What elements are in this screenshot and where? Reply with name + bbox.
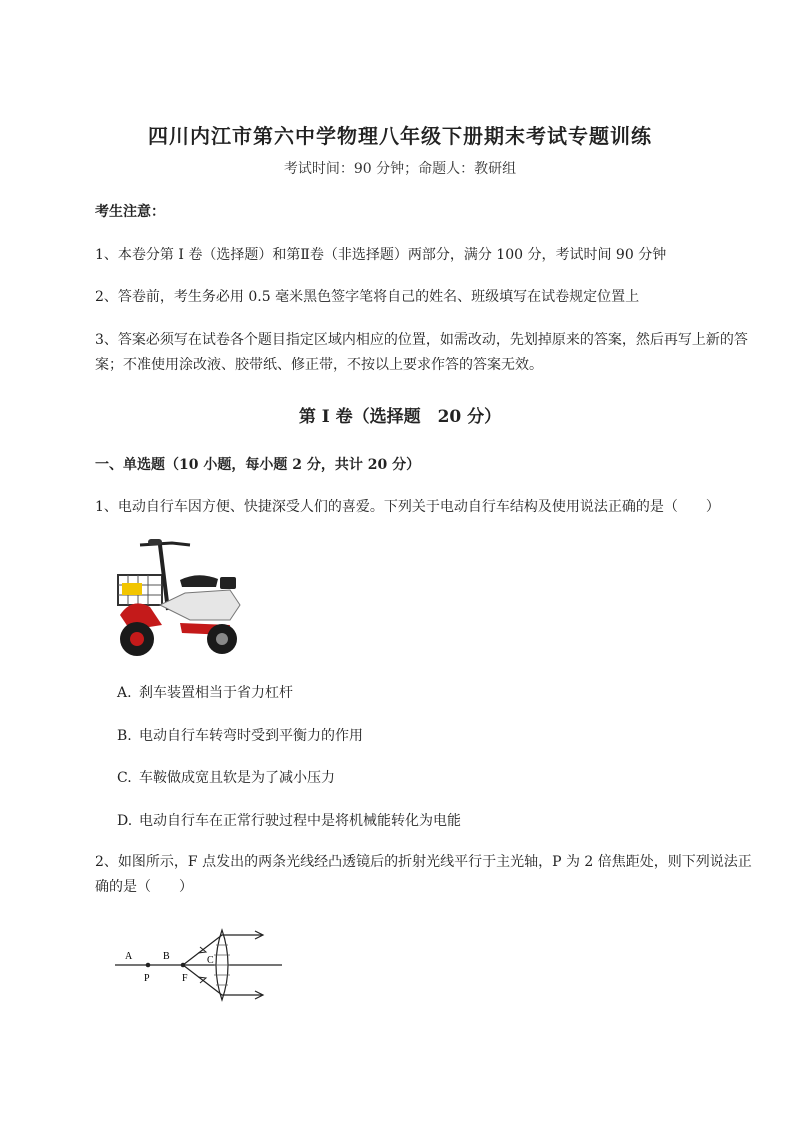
notice-item-2: 2、答卷前，考生务必用 0.5 毫米黑色签字笔将自己的姓名、班级填写在试卷规定位置上 xyxy=(95,289,640,305)
option-letter: C. xyxy=(117,770,132,786)
notice-heading: 考生注意： xyxy=(95,204,165,220)
option-text: 电动自行车在正常行驶过程中是将机械能转化为电能 xyxy=(139,813,461,829)
part-heading: 一、单选题（10 小题，每小题 2 分，共计 20 分） xyxy=(95,457,421,473)
notice-item-3: 3、答案必须写在试卷各个题目指定区域内相应的位置，如需改动，先划掉原来的答案，然后再写上新的答案；不准使用涂改液、胶带纸、修正带，不按以上要求作答的答案无效。 xyxy=(95,332,748,373)
label-f: F xyxy=(182,973,188,984)
ebike-image xyxy=(110,535,245,660)
label-p: P xyxy=(144,973,150,984)
question-2-stem: 2、如图所示，F 点发出的两条光线经凸透镜后的折射光线平行于主光轴，P 为 2 倍焦距处，则下列说法正确的是（ ） xyxy=(95,854,752,895)
section-title: 第 I 卷（选择题 20 分） xyxy=(298,407,502,427)
option-text: 刹车装置相当于省力杠杆 xyxy=(139,685,293,701)
lens-diagram xyxy=(110,915,290,1015)
page-title: 四川内江市第六中学物理八年级下册期末考试专题训练 xyxy=(148,124,652,148)
notice-item-1: 1、本卷分第 I 卷（选择题）和第Ⅱ卷（非选择题）两部分，满分 100 分，考试时间 90 分钟 xyxy=(95,247,667,263)
option-text: 电动自行车转弯时受到平衡力的作用 xyxy=(139,728,363,744)
option-letter: B. xyxy=(117,728,132,744)
option-d[interactable] xyxy=(117,810,461,830)
question-1-stem: 1、电动自行车因方便、快捷深受人们的喜爱。下列关于电动自行车结构及使用说法正确的是（ ） xyxy=(95,499,720,515)
option-letter: D. xyxy=(117,813,133,829)
option-b[interactable] xyxy=(117,725,363,745)
option-c[interactable] xyxy=(117,767,335,787)
option-text: 车鞍做成宽且软是为了减小压力 xyxy=(139,770,335,786)
option-a[interactable] xyxy=(117,682,293,702)
exam-info: 考试时间：90 分钟；命题人：教研组 xyxy=(283,161,517,177)
label-c: C xyxy=(207,955,214,966)
option-letter: A. xyxy=(117,685,132,701)
label-a: A xyxy=(125,951,133,962)
label-b: B xyxy=(163,951,170,962)
